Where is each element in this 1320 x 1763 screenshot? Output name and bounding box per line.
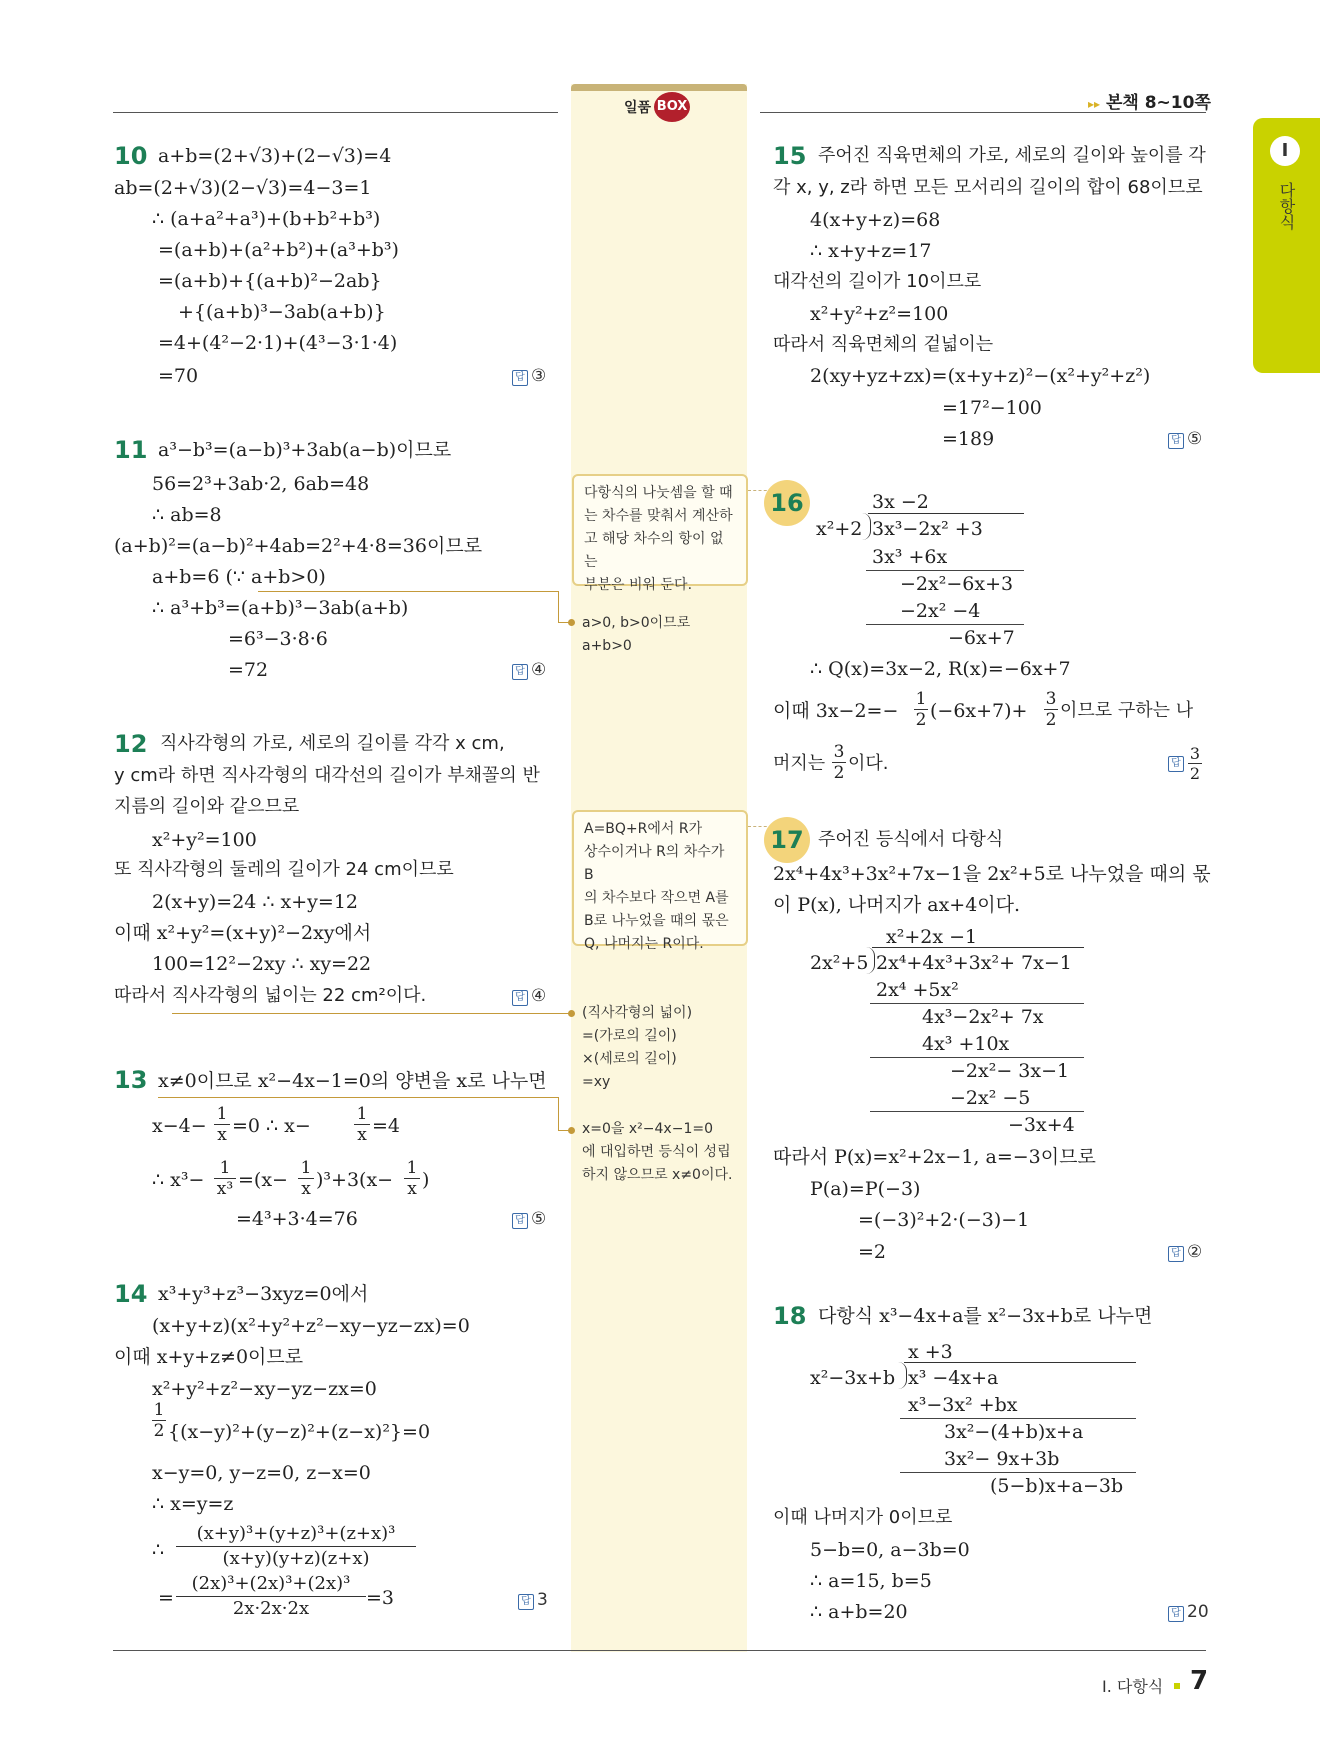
p13-frac-1: 1 x	[214, 1104, 230, 1145]
p18-answer: 답 20	[1168, 1602, 1209, 1622]
p16-rem-frac: 3 2	[833, 742, 845, 783]
p11-note-dot	[568, 619, 575, 626]
p16-line-1: ∴ Q(x)=3x−2, R(x)=−6x+7	[810, 658, 1071, 680]
p13-line-1: x≠0이므로 x²−4x−1=0의 양변을 x로 나누면	[158, 1070, 547, 1092]
p13-frac-2: 1 x	[354, 1104, 370, 1145]
problem-12-number: 12	[114, 730, 148, 758]
answer-icon: 답	[518, 1594, 534, 1610]
p16-line-3b: 이다.	[848, 753, 889, 774]
problem-14-number: 14	[114, 1280, 148, 1308]
center-band-top-bar	[571, 84, 747, 91]
p14-big-frac-1: (x+y)³+(y+z)³+(z+x)³ (x+y)(y+z)(z+x)	[176, 1522, 416, 1571]
p16-row-2: −2x²−6x+3	[900, 573, 1014, 595]
p17-row-2: 4x³−2x²+ 7x	[922, 1006, 1044, 1028]
p14-line-10: =	[158, 1587, 174, 1609]
p10-line-6: +{(a+b)³−3ab(a+b)}	[178, 301, 386, 323]
p14-answer: 답 3	[518, 1590, 548, 1610]
answer-icon: 답	[512, 664, 528, 680]
footer-separator-icon	[1174, 1683, 1180, 1689]
p11-answer: 답 ④	[512, 660, 546, 680]
p17-rule-3	[870, 1111, 1084, 1112]
p10-line-4: =(a+b)+(a²+b²)+(a³+b³)	[158, 239, 399, 261]
p17-row-6: −3x+4	[1008, 1114, 1075, 1136]
note-x-nonzero: x=0을 x²−4x−1=0 에 대입하면 등식이 성립 하지 않으므로 x≠0이다.	[582, 1121, 733, 1183]
p17-row-5: −2x² −5	[950, 1087, 1031, 1109]
p10-line-2: ab=(2+√3)(2−√3)=4−3=1	[114, 177, 372, 199]
p13-line-3a: ∴ x³−	[152, 1169, 205, 1191]
p11-line-2: 56=2³+3ab·2, 6ab=48	[152, 473, 370, 495]
p17-row-3: 4x³ +10x	[922, 1033, 1010, 1055]
p11-note-connector-v	[558, 591, 559, 622]
p13-answer: 답 ⑤	[512, 1209, 546, 1229]
p16-line-2b: (−6x+7)+	[930, 700, 1028, 722]
p14-line-8: ∴	[152, 1539, 165, 1561]
p13-note-connector-v	[558, 1097, 559, 1130]
p16-line-2c: 이므로 구하는 나	[1060, 700, 1194, 721]
p14-line-3: 이때 x+y+z≠0이므로	[114, 1346, 304, 1368]
p17-line-5: P(a)=P(−3)	[810, 1178, 921, 1200]
note-rectangle-area: (직사각형의 넓이) =(가로의 길이) ×(세로의 길이) =xy	[582, 1005, 693, 1090]
p15-answer: 답 ⑤	[1168, 429, 1202, 449]
p17-answer: 답 ②	[1168, 1242, 1202, 1262]
p18-row-3: 3x²− 9x+3b	[944, 1448, 1060, 1470]
p17-rule-1	[870, 1003, 1084, 1004]
p18-line-5: ∴ a+b=20	[810, 1601, 908, 1623]
p10-answer: 답 ③	[512, 366, 546, 386]
answer-icon: 답	[1168, 756, 1184, 772]
p18-row-4: (5−b)x+a−3b	[990, 1475, 1124, 1497]
p15-line-5: 대각선의 길이가 10이므로	[773, 271, 982, 292]
p16-three-half-frac: 3 2	[1045, 689, 1057, 730]
p18-line-4: ∴ a=15, b=5	[810, 1570, 932, 1592]
p13-frac-4: 1 x	[298, 1158, 314, 1199]
p11-line-4: (a+b)²=(a−b)²+4ab=2²+4·8=36이므로	[114, 535, 483, 557]
page-reference: ▸▸ 본책 8~10쪽	[1088, 93, 1211, 113]
p11-line-3: ∴ ab=8	[152, 504, 222, 526]
p13-note-connector	[158, 1097, 558, 1098]
p16-rule-2	[866, 624, 1024, 625]
p13-line-2a: x−4−	[152, 1115, 207, 1137]
footer-rule	[113, 1650, 1206, 1651]
p12-line-2: y cm라 하면 직사각형의 대각선의 길이가 부채꼴의 반	[114, 765, 540, 786]
p12-line-9: 따라서 직사각형의 넓이는 22 cm²이다.	[114, 985, 427, 1006]
answer-icon: 답	[512, 990, 528, 1006]
p15-line-4: ∴ x+y+z=17	[810, 240, 932, 262]
p18-line-3: 5−b=0, a−3b=0	[810, 1539, 970, 1561]
p15-line-2: 각 x, y, z라 하면 모든 모서리의 길이의 합이 68이므로	[773, 177, 1203, 198]
answer-icon: 답	[512, 370, 528, 386]
box-badge: BOX	[654, 92, 690, 122]
p15-line-3: 4(x+y+z)=68	[810, 209, 941, 231]
header-rule-left	[113, 112, 558, 113]
p13-line-2c: =4	[372, 1115, 401, 1137]
p10-line-3: ∴ (a+a²+a³)+(b+b²+b³)	[152, 208, 381, 230]
p10-line-1: a+b=(2+√3)+(2−√3)=4	[158, 145, 392, 167]
p15-line-8: 2(xy+yz+zx)=(x+y+z)²−(x²+y²+z²)	[810, 365, 1151, 387]
p13-line-3d: )	[422, 1169, 430, 1191]
p12-note-connector	[172, 1013, 570, 1014]
p12-line-5: 또 직사각형의 둘레의 길이가 24 cm이므로	[114, 859, 454, 880]
box-label-prefix: 일품	[624, 100, 652, 116]
p13-line-3b: =(x−	[238, 1169, 288, 1191]
p18-row-1: x³−3x² +bx	[908, 1394, 1018, 1416]
p16-divisor: x²+2	[816, 518, 863, 540]
p10-line-5: =(a+b)+{(a+b)²−2ab}	[158, 270, 382, 292]
p13-line-2b: =0 ∴ x−	[232, 1115, 311, 1137]
p14-line-6: x−y=0, y−z=0, z−x=0	[152, 1462, 371, 1484]
p12-answer: 답 ④	[512, 986, 546, 1006]
p11-line-1: a³−b³=(a−b)³+3ab(a−b)이므로	[158, 439, 452, 461]
p13-line-4: =4³+3·4=76	[236, 1208, 358, 1230]
p15-line-6: x²+y²+z²=100	[810, 303, 949, 325]
problem-18-number: 18	[773, 1302, 807, 1330]
note-remainder-theorem: A=BQ+R에서 R가 상수이거나 R의 차수가 B 의 차수보다 작으면 A를 B로 나누었을 때의 몫은 Q, 나머지는 R이다.	[572, 810, 748, 946]
p16-answer	[1168, 752, 1187, 772]
p18-dividend: x³ −4x+a	[908, 1367, 999, 1389]
p14-big-frac-2: (2x)³+(2x)³+(2x)³ 2x·2x·2x	[176, 1572, 366, 1621]
p18-line-2: 이때 나머지가 0이므로	[773, 1507, 953, 1528]
p18-rule-1	[900, 1418, 1136, 1419]
p15-line-1: 주어진 직육면체의 가로, 세로의 길이와 높이를 각	[818, 145, 1206, 166]
p16-row-1: 3x³ +6x	[872, 546, 948, 568]
p17-dividend: 2x⁴+4x³+3x²+ 7x−1	[876, 952, 1072, 974]
p12-line-8: 100=12²−2xy ∴ xy=22	[152, 953, 372, 975]
p14-line-1: x³+y³+z³−3xyz=0에서	[158, 1283, 369, 1305]
p14-half-frac: 1 2	[153, 1400, 165, 1441]
p12-line-1: 직사각형의 가로, 세로의 길이를 각각 x cm,	[160, 733, 505, 754]
p12-line-6: 2(x+y)=24 ∴ x+y=12	[152, 891, 359, 913]
problem-15-number: 15	[773, 142, 807, 170]
p14-line-7: ∴ x=y=z	[152, 1493, 234, 1515]
p13-frac-3: 1 x³	[214, 1158, 236, 1199]
p11-note-connector	[258, 591, 558, 592]
p17-quotient: x²+2x −1	[886, 926, 978, 948]
p16-rule-1	[866, 570, 1024, 571]
answer-icon: 답	[1168, 433, 1184, 449]
p17-row-1: 2x⁴ +5x²	[876, 979, 959, 1001]
p12-line-7: 이때 x²+y²=(x+y)²−2xy에서	[114, 922, 372, 944]
p18-line-1: 다항식 x³−4x+a를 x²−3x+b로 나누면	[818, 1305, 1153, 1327]
side-tab-roman: I	[1270, 136, 1300, 166]
p17-line-2: 2x⁴+4x³+3x²+7x−1을 2x²+5로 나누었을 때의 몫	[773, 863, 1211, 885]
p16-row-4: −6x+7	[948, 627, 1015, 649]
p11-line-6: ∴ a³+b³=(a+b)³−3ab(a+b)	[152, 597, 409, 619]
p18-rule-2	[900, 1472, 1136, 1473]
box-label	[624, 92, 690, 122]
problem-17-number: 17	[764, 817, 810, 863]
p17-divisor: 2x²+5	[810, 952, 869, 974]
p18-divisor: x²−3x+b	[810, 1367, 896, 1389]
footer-page-number: 7	[1190, 1666, 1209, 1696]
p16-line-3a: 머지는	[773, 753, 826, 774]
p14-line-2: (x+y+z)(x²+y²+z²−xy−yz−zx)=0	[152, 1315, 470, 1337]
p14-line-4: x²+y²+z²−xy−yz−zx=0	[152, 1378, 377, 1400]
p14-line-13: =3	[366, 1587, 395, 1609]
p16-answer-frac: 3 2	[1189, 744, 1201, 783]
p11-line-7: =6³−3·8·6	[228, 628, 328, 650]
p16-half-frac: 1 2	[915, 689, 927, 730]
p15-line-7: 따라서 직육면체의 겉넓이는	[773, 334, 994, 355]
p14-line-5: {(x−y)²+(y−z)²+(z−x)²}=0	[168, 1421, 431, 1443]
p15-line-10: =189	[942, 428, 995, 450]
problem-11-number: 11	[114, 436, 148, 464]
p17-line-4: 따라서 P(x)=x²+2x−1, a=−3이므로	[773, 1146, 1096, 1168]
problem-16-number: 16	[764, 480, 810, 526]
p15-line-9: =17²−100	[942, 397, 1042, 419]
p13-note-dot	[568, 1127, 575, 1134]
p16-quotient: 3x −2	[872, 491, 929, 513]
reference-arrows-icon: ▸▸	[1088, 97, 1101, 111]
p18-row-2: 3x²−(4+b)x+a	[944, 1421, 1084, 1443]
p16-row-3: −2x² −4	[900, 600, 981, 622]
problem-10-number: 10	[114, 142, 148, 170]
p17-line-1: 주어진 등식에서 다항식	[818, 829, 1004, 850]
answer-icon: 답	[512, 1213, 528, 1229]
p10-line-8: =70	[158, 365, 199, 387]
p11-line-8: =72	[228, 659, 269, 681]
note-division-tip: 다항식의 나눗셈을 할 때 는 차수를 맞춰서 계산하 고 해당 차수의 항이 없는 부분은 비워 둔다.	[572, 474, 748, 586]
p12-line-3: 지름의 길이와 같으므로	[114, 796, 300, 817]
p10-line-7: =4+(4²−2·1)+(4³−3·1·4)	[158, 332, 398, 354]
p11-line-5: a+b=6 (∵ a+b>0)	[152, 566, 326, 588]
side-tab-title: 다항식	[1277, 182, 1296, 230]
answer-icon: 답	[1168, 1606, 1184, 1622]
p12-line-4: x²+y²=100	[152, 829, 257, 851]
p18-quotient: x +3	[908, 1341, 953, 1363]
p17-line-6: =(−3)²+2·(−3)−1	[858, 1209, 1030, 1231]
p16-line-2a: 이때 3x−2=−	[773, 700, 899, 722]
note-ab-positive: a>0, b>0이므로 a+b>0	[582, 615, 691, 654]
answer-icon: 답	[1168, 1246, 1184, 1262]
p13-frac-5: 1 x	[404, 1158, 420, 1199]
footer-chapter: Ⅰ. 다항식	[1102, 1677, 1164, 1696]
p17-rule-2	[870, 1057, 1084, 1058]
p12-note-dot	[568, 1010, 575, 1017]
p16-dividend: 3x³−2x² +3	[872, 518, 983, 540]
problem-13-number: 13	[114, 1066, 148, 1094]
p17-line-3: 이 P(x), 나머지가 ax+4이다.	[773, 894, 1021, 916]
p17-line-7: =2	[858, 1241, 887, 1263]
p17-row-4: −2x²− 3x−1	[950, 1060, 1070, 1082]
p13-line-3c: )³+3(x−	[316, 1169, 394, 1191]
